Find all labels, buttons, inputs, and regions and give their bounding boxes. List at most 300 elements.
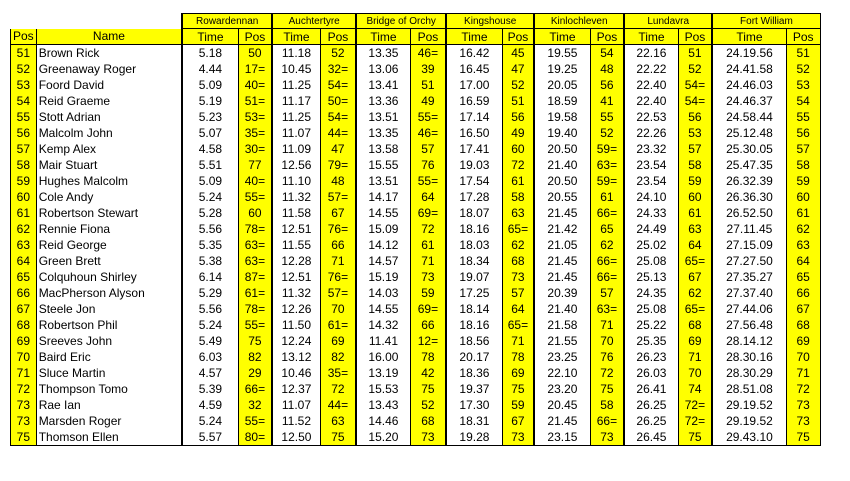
overall-position: 72 <box>11 381 37 397</box>
split-time: 22.40 <box>624 77 678 93</box>
split-position: 42 <box>410 365 446 381</box>
runner-name: Greenaway Roger <box>36 61 182 77</box>
split-position: 56 <box>502 109 534 125</box>
split-position: 70 <box>786 349 820 365</box>
split-position: 66= <box>590 413 624 429</box>
runner-name: Reid George <box>36 237 182 253</box>
split-position: 51 <box>678 45 712 62</box>
split-time: 24.10 <box>624 189 678 205</box>
split-time: 21.42 <box>534 221 590 237</box>
split-position: 65= <box>678 301 712 317</box>
column-header-time: Time <box>446 29 502 45</box>
split-position: 64 <box>502 301 534 317</box>
overall-position: 59 <box>11 173 37 189</box>
split-position: 44= <box>320 397 356 413</box>
split-time: 28.51.08 <box>712 381 786 397</box>
overall-position: 69 <box>11 333 37 349</box>
split-time: 23.25 <box>534 349 590 365</box>
table-row <box>11 429 821 446</box>
overall-position: 73 <box>11 397 37 413</box>
stage-header: Bridge of Orchy <box>356 14 446 29</box>
runner-name: Cole Andy <box>36 189 182 205</box>
split-position: 64 <box>786 253 820 269</box>
split-position: 51 <box>786 45 820 62</box>
split-time: 21.55 <box>534 333 590 349</box>
overall-position: 53 <box>11 77 37 93</box>
split-time: 25.13 <box>624 269 678 285</box>
split-position: 65 <box>590 221 624 237</box>
split-position: 76 <box>410 157 446 173</box>
split-position: 63= <box>238 237 272 253</box>
table-row <box>11 301 821 317</box>
split-time: 16.00 <box>356 349 410 365</box>
split-position: 60 <box>678 189 712 205</box>
split-time: 11.50 <box>272 317 320 333</box>
stage-header: Auchtertyre <box>272 14 356 29</box>
split-time: 25.35 <box>624 333 678 349</box>
split-time: 26.36.30 <box>712 189 786 205</box>
split-position: 71 <box>410 253 446 269</box>
split-time: 21.45 <box>534 269 590 285</box>
split-position: 45 <box>502 45 534 62</box>
split-time: 12.24 <box>272 333 320 349</box>
split-time: 25.08 <box>624 253 678 269</box>
split-position: 61 <box>678 205 712 221</box>
split-time: 17.28 <box>446 189 502 205</box>
split-position: 52 <box>678 61 712 77</box>
split-time: 28.14.12 <box>712 333 786 349</box>
split-position: 75 <box>410 381 446 397</box>
overall-position: 57 <box>11 141 37 157</box>
split-position: 52 <box>786 61 820 77</box>
overall-position: 55 <box>11 109 37 125</box>
split-position: 53 <box>678 125 712 141</box>
split-time: 13.58 <box>356 141 410 157</box>
column-header-stage-pos: Pos <box>320 29 356 45</box>
split-time: 20.17 <box>446 349 502 365</box>
split-position: 76= <box>320 221 356 237</box>
split-position: 50 <box>238 45 272 62</box>
column-header-pos: Pos <box>11 29 37 45</box>
split-time: 21.05 <box>534 237 590 253</box>
split-position: 12= <box>410 333 446 349</box>
split-time: 12.50 <box>272 429 320 446</box>
split-position: 60 <box>502 141 534 157</box>
split-position: 66 <box>410 317 446 333</box>
overall-position: 66 <box>11 285 37 301</box>
split-position: 69 <box>678 333 712 349</box>
split-position: 71 <box>502 333 534 349</box>
split-position: 63= <box>238 253 272 269</box>
split-position: 70 <box>590 333 624 349</box>
split-time: 11.32 <box>272 285 320 301</box>
header-blank <box>11 14 183 29</box>
table-row <box>11 157 821 173</box>
split-position: 55= <box>238 413 272 429</box>
split-time: 5.57 <box>182 429 238 446</box>
split-position: 54= <box>320 109 356 125</box>
split-time: 5.49 <box>182 333 238 349</box>
table-row <box>11 333 821 349</box>
split-time: 28.30.16 <box>712 349 786 365</box>
split-position: 73 <box>502 269 534 285</box>
split-position: 76= <box>320 269 356 285</box>
split-position: 73 <box>786 413 820 429</box>
split-time: 24.19.56 <box>712 45 786 62</box>
split-time: 4.59 <box>182 397 238 413</box>
split-time: 28.30.29 <box>712 365 786 381</box>
split-position: 55= <box>410 109 446 125</box>
split-position: 68 <box>502 253 534 269</box>
split-time: 18.03 <box>446 237 502 253</box>
split-time: 11.52 <box>272 413 320 429</box>
table-row <box>11 189 821 205</box>
split-time: 27.37.40 <box>712 285 786 301</box>
split-time: 22.16 <box>624 45 678 62</box>
split-position: 62 <box>786 221 820 237</box>
split-time: 18.59 <box>534 93 590 109</box>
split-time: 19.40 <box>534 125 590 141</box>
split-position: 57= <box>320 285 356 301</box>
split-position: 59 <box>502 397 534 413</box>
split-position: 75 <box>320 429 356 446</box>
split-time: 20.50 <box>534 173 590 189</box>
split-time: 16.45 <box>446 61 502 77</box>
split-position: 46= <box>410 125 446 141</box>
table-row <box>11 365 821 381</box>
split-position: 47 <box>502 61 534 77</box>
split-time: 14.32 <box>356 317 410 333</box>
split-position: 53 <box>786 77 820 93</box>
stage-header: Kinlochleven <box>534 14 624 29</box>
split-time: 11.07 <box>272 397 320 413</box>
table-row <box>11 61 821 77</box>
split-time: 24.46.37 <box>712 93 786 109</box>
overall-position: 56 <box>11 125 37 141</box>
split-time: 11.58 <box>272 205 320 221</box>
split-time: 12.51 <box>272 221 320 237</box>
split-time: 18.16 <box>446 317 502 333</box>
runner-name: Stott Adrian <box>36 109 182 125</box>
split-position: 75 <box>590 381 624 397</box>
split-position: 58 <box>786 157 820 173</box>
split-position: 35= <box>238 125 272 141</box>
split-position: 67 <box>502 413 534 429</box>
split-position: 51= <box>238 93 272 109</box>
split-time: 20.45 <box>534 397 590 413</box>
split-time: 26.41 <box>624 381 678 397</box>
split-time: 20.55 <box>534 189 590 205</box>
split-position: 69 <box>786 333 820 349</box>
split-position: 65= <box>502 317 534 333</box>
split-time: 16.50 <box>446 125 502 141</box>
split-time: 27.11.45 <box>712 221 786 237</box>
split-position: 55= <box>410 173 446 189</box>
split-position: 55 <box>590 109 624 125</box>
split-time: 13.41 <box>356 77 410 93</box>
split-time: 24.35 <box>624 285 678 301</box>
split-time: 10.45 <box>272 61 320 77</box>
split-time: 23.15 <box>534 429 590 446</box>
split-position: 17= <box>238 61 272 77</box>
split-time: 12.37 <box>272 381 320 397</box>
split-time: 29.43.10 <box>712 429 786 446</box>
split-time: 14.57 <box>356 253 410 269</box>
split-time: 13.35 <box>356 125 410 141</box>
split-time: 27.15.09 <box>712 237 786 253</box>
split-position: 59= <box>590 173 624 189</box>
split-time: 21.40 <box>534 301 590 317</box>
overall-position: 63 <box>11 237 37 253</box>
split-position: 78= <box>238 221 272 237</box>
split-time: 6.14 <box>182 269 238 285</box>
split-time: 5.23 <box>182 109 238 125</box>
split-time: 5.24 <box>182 413 238 429</box>
split-time: 13.35 <box>356 45 410 62</box>
split-time: 5.19 <box>182 93 238 109</box>
split-position: 63 <box>678 221 712 237</box>
overall-position: 70 <box>11 349 37 365</box>
split-time: 24.46.03 <box>712 77 786 93</box>
runner-name: Kemp Alex <box>36 141 182 157</box>
runner-name: MacPherson Alyson <box>36 285 182 301</box>
split-position: 35= <box>320 365 356 381</box>
split-position: 59= <box>590 141 624 157</box>
runner-name: Robertson Phil <box>36 317 182 333</box>
table-row <box>11 77 821 93</box>
split-time: 25.12.48 <box>712 125 786 141</box>
split-time: 5.35 <box>182 237 238 253</box>
split-position: 30= <box>238 141 272 157</box>
split-position: 82 <box>320 349 356 365</box>
runner-name: Baird Eric <box>36 349 182 365</box>
split-position: 75 <box>678 429 712 446</box>
table-row <box>11 349 821 365</box>
split-position: 63= <box>590 301 624 317</box>
column-header-stage-pos: Pos <box>786 29 820 45</box>
table-row <box>11 413 821 429</box>
split-position: 56 <box>786 125 820 141</box>
split-position: 78 <box>410 349 446 365</box>
split-time: 5.51 <box>182 157 238 173</box>
split-time: 15.19 <box>356 269 410 285</box>
split-position: 57 <box>590 285 624 301</box>
split-position: 65 <box>786 269 820 285</box>
split-position: 54 <box>590 45 624 62</box>
split-position: 79= <box>320 157 356 173</box>
column-header-stage-pos: Pos <box>502 29 534 45</box>
split-position: 71 <box>590 317 624 333</box>
split-time: 14.12 <box>356 237 410 253</box>
split-position: 61 <box>410 237 446 253</box>
split-time: 5.56 <box>182 221 238 237</box>
split-position: 60 <box>786 189 820 205</box>
split-time: 17.41 <box>446 141 502 157</box>
split-time: 15.55 <box>356 157 410 173</box>
runner-name: Sluce Martin <box>36 365 182 381</box>
split-position: 58 <box>590 397 624 413</box>
stage-header: Rowardennan <box>182 14 272 29</box>
split-position: 40= <box>238 173 272 189</box>
split-position: 51 <box>410 77 446 93</box>
split-position: 68 <box>786 317 820 333</box>
split-position: 73 <box>502 429 534 446</box>
split-position: 71 <box>678 349 712 365</box>
split-position: 55= <box>238 317 272 333</box>
split-time: 13.06 <box>356 61 410 77</box>
split-time: 13.12 <box>272 349 320 365</box>
table-row <box>11 173 821 189</box>
column-header-time: Time <box>712 29 786 45</box>
stage-header: Kingshouse <box>446 14 534 29</box>
split-position: 54= <box>320 77 356 93</box>
runner-name: Brown Rick <box>36 45 182 62</box>
split-position: 66 <box>786 285 820 301</box>
split-time: 12.51 <box>272 269 320 285</box>
split-time: 13.51 <box>356 173 410 189</box>
split-time: 12.26 <box>272 301 320 317</box>
split-position: 62 <box>590 237 624 253</box>
overall-position: 73 <box>11 413 37 429</box>
split-position: 50= <box>320 93 356 109</box>
split-position: 61= <box>238 285 272 301</box>
split-position: 58 <box>502 189 534 205</box>
split-position: 66 <box>320 237 356 253</box>
split-time: 27.44.06 <box>712 301 786 317</box>
split-time: 27.56.48 <box>712 317 786 333</box>
split-position: 77 <box>238 157 272 173</box>
table-row <box>11 269 821 285</box>
column-header-stage-pos: Pos <box>678 29 712 45</box>
split-time: 5.56 <box>182 301 238 317</box>
split-position: 67 <box>786 301 820 317</box>
split-time: 5.24 <box>182 189 238 205</box>
split-time: 15.53 <box>356 381 410 397</box>
split-time: 21.45 <box>534 413 590 429</box>
split-position: 73 <box>786 397 820 413</box>
overall-position: 54 <box>11 93 37 109</box>
split-time: 25.47.35 <box>712 157 786 173</box>
split-time: 20.39 <box>534 285 590 301</box>
split-time: 12.56 <box>272 157 320 173</box>
split-position: 80= <box>238 429 272 446</box>
split-time: 24.58.44 <box>712 109 786 125</box>
split-time: 5.18 <box>182 45 238 62</box>
split-time: 14.55 <box>356 301 410 317</box>
split-time: 12.28 <box>272 253 320 269</box>
split-position: 70 <box>320 301 356 317</box>
split-time: 22.10 <box>534 365 590 381</box>
overall-position: 61 <box>11 205 37 221</box>
split-time: 4.58 <box>182 141 238 157</box>
split-time: 26.03 <box>624 365 678 381</box>
split-time: 19.03 <box>446 157 502 173</box>
split-position: 54= <box>678 77 712 93</box>
split-time: 5.07 <box>182 125 238 141</box>
runner-name: Thomson Ellen <box>36 429 182 446</box>
table-row <box>11 285 821 301</box>
split-position: 64 <box>678 237 712 253</box>
overall-position: 75 <box>11 429 37 446</box>
split-position: 59 <box>678 173 712 189</box>
table-row <box>11 221 821 237</box>
split-time: 5.38 <box>182 253 238 269</box>
split-position: 71 <box>320 253 356 269</box>
runner-name: Marsden Roger <box>36 413 182 429</box>
split-time: 16.59 <box>446 93 502 109</box>
runner-name: Rennie Fiona <box>36 221 182 237</box>
split-time: 11.32 <box>272 189 320 205</box>
table-row <box>11 125 821 141</box>
column-header-time: Time <box>356 29 410 45</box>
overall-position: 62 <box>11 221 37 237</box>
split-time: 27.27.50 <box>712 253 786 269</box>
split-time: 26.25 <box>624 413 678 429</box>
split-position: 59 <box>786 173 820 189</box>
column-header-stage-pos: Pos <box>238 29 272 45</box>
split-position: 69 <box>320 333 356 349</box>
split-position: 61 <box>590 189 624 205</box>
table-row <box>11 141 821 157</box>
split-time: 11.07 <box>272 125 320 141</box>
column-header-row <box>11 29 821 45</box>
split-time: 21.58 <box>534 317 590 333</box>
overall-position: 60 <box>11 189 37 205</box>
overall-position: 52 <box>11 61 37 77</box>
split-position: 57 <box>410 141 446 157</box>
split-time: 19.28 <box>446 429 502 446</box>
runner-name: Mair Stuart <box>36 157 182 173</box>
split-position: 59 <box>410 285 446 301</box>
split-position: 72 <box>502 157 534 173</box>
stage-header: Lundavra <box>624 14 712 29</box>
split-position: 72 <box>320 381 356 397</box>
split-time: 18.34 <box>446 253 502 269</box>
split-time: 23.20 <box>534 381 590 397</box>
runner-name: Foord David <box>36 77 182 93</box>
split-position: 64 <box>410 189 446 205</box>
split-position: 66= <box>238 381 272 397</box>
split-time: 26.32.39 <box>712 173 786 189</box>
split-position: 61= <box>320 317 356 333</box>
split-position: 70 <box>678 365 712 381</box>
split-time: 18.14 <box>446 301 502 317</box>
split-position: 75 <box>238 333 272 349</box>
split-position: 67 <box>678 269 712 285</box>
split-time: 29.19.52 <box>712 413 786 429</box>
split-time: 17.14 <box>446 109 502 125</box>
split-time: 11.18 <box>272 45 320 62</box>
split-time: 29.19.52 <box>712 397 786 413</box>
split-time: 17.54 <box>446 173 502 189</box>
split-time: 18.07 <box>446 205 502 221</box>
split-position: 72 <box>410 221 446 237</box>
split-position: 65= <box>502 221 534 237</box>
runner-name: Colquhoun Shirley <box>36 269 182 285</box>
column-header-time: Time <box>272 29 320 45</box>
split-time: 5.09 <box>182 173 238 189</box>
split-position: 48 <box>590 61 624 77</box>
results-table <box>10 13 821 446</box>
split-position: 66= <box>590 205 624 221</box>
column-header-name: Name <box>36 29 182 45</box>
split-position: 67 <box>320 205 356 221</box>
split-position: 82 <box>238 349 272 365</box>
split-time: 11.10 <box>272 173 320 189</box>
split-time: 20.05 <box>534 77 590 93</box>
split-time: 18.31 <box>446 413 502 429</box>
split-position: 78 <box>502 349 534 365</box>
